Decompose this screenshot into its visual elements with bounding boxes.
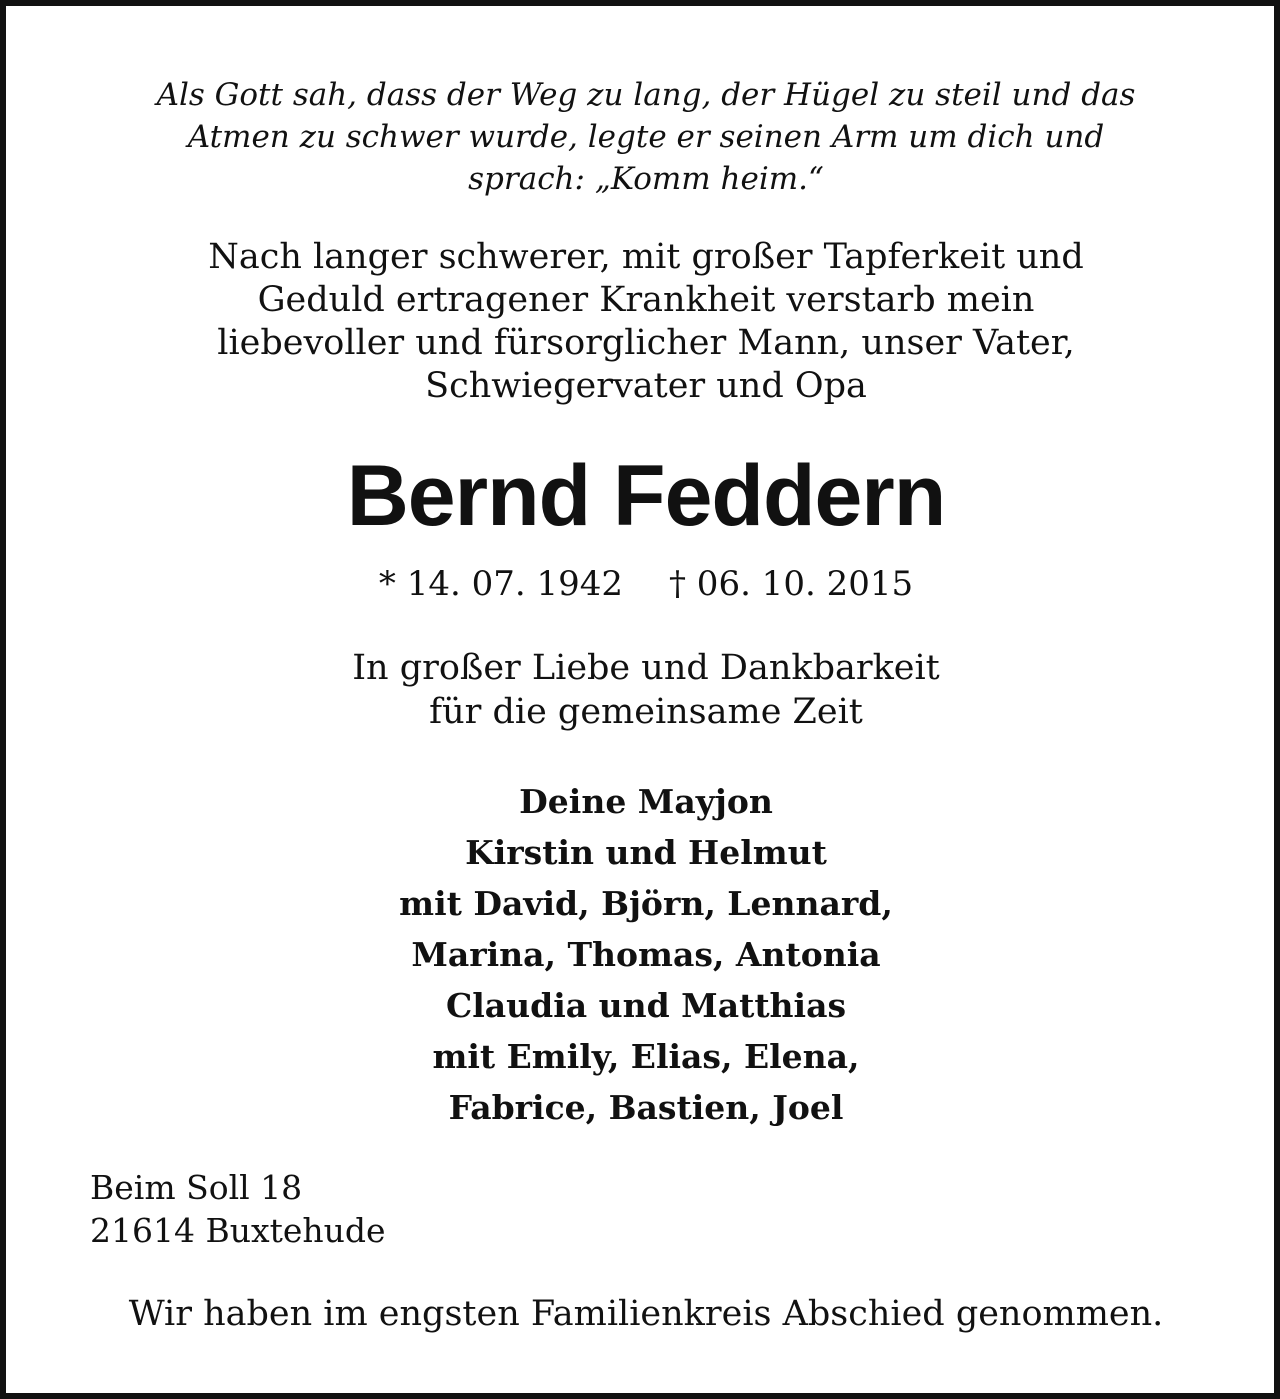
mourner-line: Claudia und Matthias xyxy=(445,986,847,1025)
death-date: † 06. 10. 2015 xyxy=(669,564,914,604)
life-dates xyxy=(6,562,1280,606)
gratitude-line: In großer Liebe und Dankbarkeit xyxy=(352,648,940,688)
deceased-name: Bernd Feddern xyxy=(346,448,946,544)
quote-line: Atmen zu schwer wurde, legte er seinen Arm um dich und xyxy=(187,119,1105,155)
mourner-line: Kirstin und Helmut xyxy=(465,833,827,872)
address-block xyxy=(90,1166,386,1252)
mourners-list xyxy=(6,776,1280,1133)
mourner-line: Deine Mayjon xyxy=(519,782,773,821)
announcement-text xyxy=(6,236,1280,408)
mourner-line: mit David, Björn, Lennard, xyxy=(399,884,893,923)
mourner-line: Fabrice, Bastien, Joel xyxy=(448,1088,844,1127)
gratitude-line: für die gemeinsame Zeit xyxy=(429,692,863,732)
address-street: Beim Soll 18 xyxy=(90,1168,303,1207)
gratitude-text xyxy=(6,646,1280,734)
birth-date: * 14. 07. 1942 xyxy=(378,564,623,604)
quote-line: sprach: „Komm heim.“ xyxy=(468,161,824,197)
mourner-line: mit Emily, Elias, Elena, xyxy=(432,1037,860,1076)
closing-note: Wir haben im engsten Familienkreis Abschied genommen. xyxy=(128,1294,1164,1334)
announcement-line: Schwiegervater und Opa xyxy=(425,366,867,406)
address-city: 21614 Buxtehude xyxy=(90,1211,386,1250)
quote-line: Als Gott sah, dass der Weg zu lang, der Hügel zu steil und das xyxy=(156,77,1136,113)
opening-quote xyxy=(6,74,1280,200)
announcement-line: Nach langer schwerer, mit großer Tapferkeit und xyxy=(208,237,1084,277)
announcement-line: Geduld ertragener Krankheit verstarb mein xyxy=(257,280,1035,320)
mourner-line: Marina, Thomas, Antonia xyxy=(411,935,881,974)
announcement-line: liebevoller und fürsorglicher Mann, unser Vater, xyxy=(217,323,1075,363)
